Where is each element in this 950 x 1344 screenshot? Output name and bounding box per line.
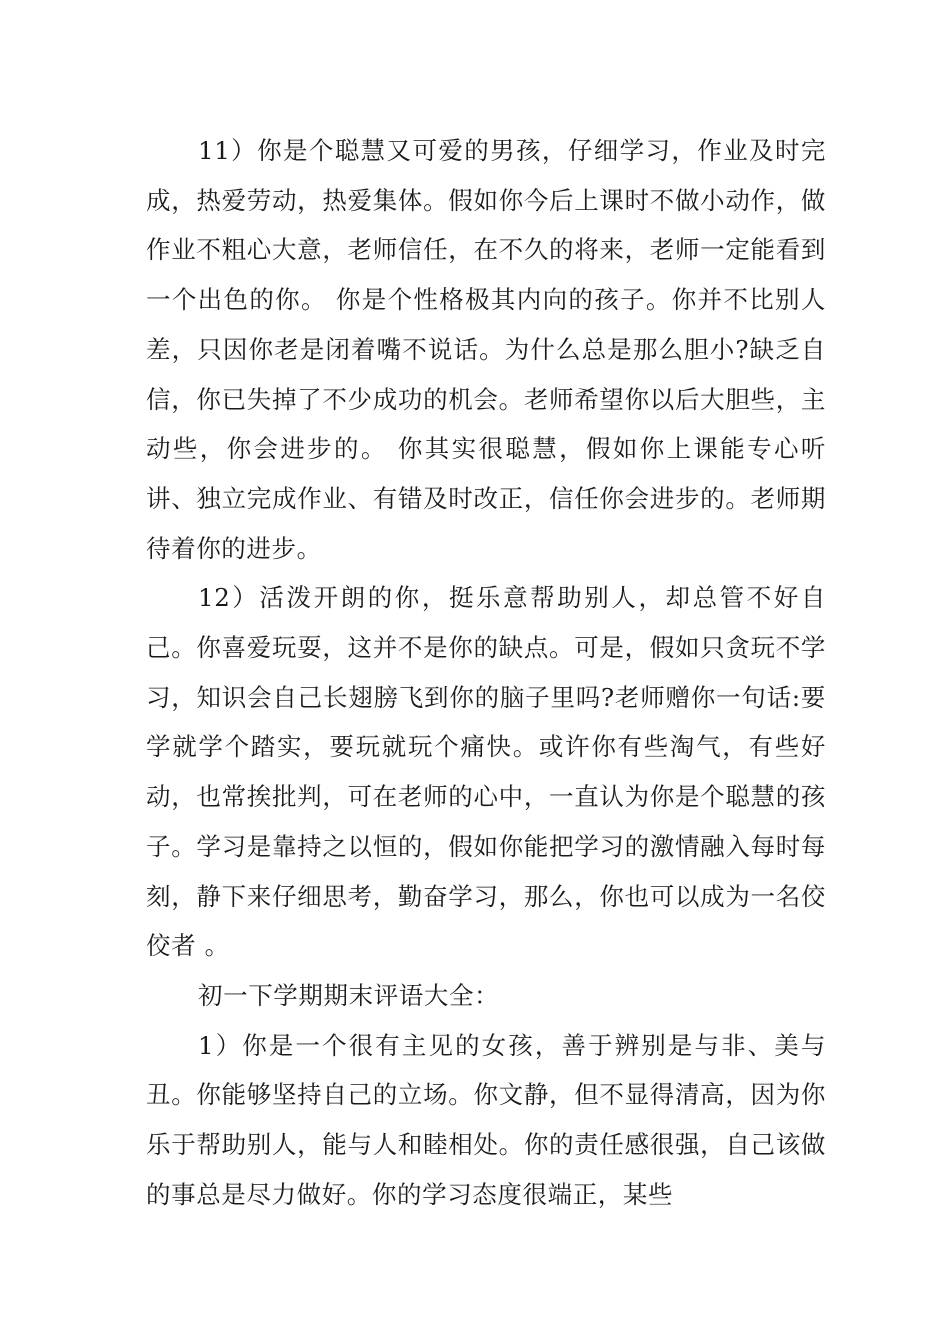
paragraph-comment-12: 12）活泼开朗的你，挺乐意帮助别人，却总管不好自己。你喜爱玩耍，这并不是你的缺点。可是，假如只贪玩不学习，知识会自己长翅膀飞到你的脑子里吗?老师赠你一句话:要学就学个踏实，要玩就玩个痛快。或许你有些淘气，有些好动，也常挨批判，可在老师的心中，一直认为你是个聪慧的孩子。学习是靠持之以恒的，假如你能把学习的激情融入每时每刻，静下来仔细思考，勤奋学习，那么，你也可以成为一名佼佼者 。 [146,583,826,961]
document-body [146,126,826,1219]
section-heading: 初一下学期期末评语大全： [198,980,500,1010]
paragraph-comment-1: 1）你是一个很有主见的女孩，善于辨别是与非、美与丑。你能够坚持自己的立场。你文静，但不显得清高，因为你乐于帮助别人，能与人和睦相处。你的责任感很强，自己该做的事总是尽力做好。你的学习态度很端正，某些 [146,1030,826,1209]
paragraph-comment-11: 11）你是个聪慧又可爱的男孩，仔细学习，作业及时完成，热爱劳动，热爱集体。假如你今后上课时不做小动作，做作业不粗心大意，老师信任，在不久的将来，老师一定能看到一个出色的你。 你是个性格极其内向的孩子。你并不比别人差，只因你老是闭着嘴不说话。为什么总是那么胆小?缺乏自信，你已失掉了不少成功的机会。老师希望你以后大胆些，主动些，你会进步的。 你其实很聪慧，假如你上课能专心听讲、独立完成作业、有错及时改正，信任你会进步的。老师期待着你的进步。 [146,136,826,563]
